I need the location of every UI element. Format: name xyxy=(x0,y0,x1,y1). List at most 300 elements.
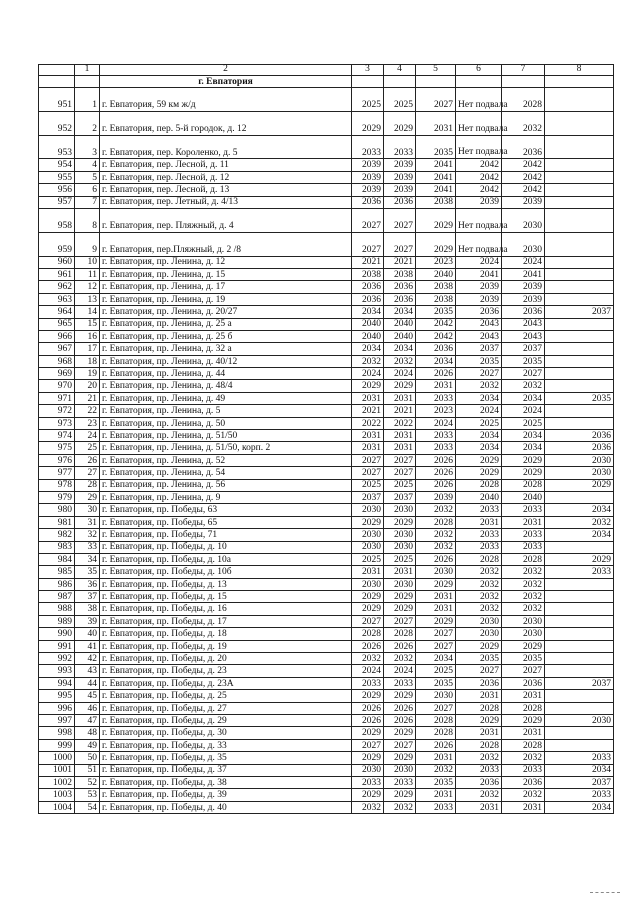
year-col-6-cell: 2032 xyxy=(456,380,502,392)
address-cell: г. Евпатория, пр. Победы, д. 33 xyxy=(100,739,352,751)
year-col-3-cell: 2030 xyxy=(352,578,384,590)
local-number-cell: 27 xyxy=(75,467,100,479)
year-col-5-cell: 2031 xyxy=(416,789,456,801)
local-number-cell: 48 xyxy=(75,727,100,739)
year-col-6-cell: 2042 xyxy=(456,184,502,196)
year-col-4-cell: 2029 xyxy=(384,727,416,739)
local-number-cell: 19 xyxy=(75,368,100,380)
year-col-8-cell xyxy=(545,343,614,355)
year-col-6-cell: 2028 xyxy=(456,739,502,751)
empty-cell xyxy=(75,76,100,88)
local-number-cell: 8 xyxy=(75,208,100,232)
year-col-6-cell: 2029 xyxy=(456,715,502,727)
year-col-6-cell: 2039 xyxy=(456,293,502,305)
address-cell: г. Евпатория, пр. Ленина, д. 44 xyxy=(100,368,352,380)
year-col-3-cell: 2027 xyxy=(352,739,384,751)
year-col-6-cell: 2035 xyxy=(456,653,502,665)
global-number-cell: 994 xyxy=(39,677,75,689)
year-col-3-cell: 2027 xyxy=(352,615,384,627)
year-col-4-cell: 2029 xyxy=(384,789,416,801)
table-row xyxy=(39,529,614,541)
address-cell: г. Евпатория, пер.Пляжный, д. 2 /8 xyxy=(100,232,352,256)
year-col-6-cell: 2032 xyxy=(456,752,502,764)
year-col-7-cell: 2035 xyxy=(502,355,545,367)
table-row xyxy=(39,578,614,590)
year-col-8-cell: 2033 xyxy=(545,566,614,578)
local-number-cell: 50 xyxy=(75,752,100,764)
year-col-8-cell xyxy=(545,171,614,183)
year-col-7-cell: 2037 xyxy=(502,343,545,355)
year-col-6-cell: 2034 xyxy=(456,430,502,442)
year-col-5-cell: 2033 xyxy=(416,430,456,442)
table-row xyxy=(39,430,614,442)
table-row xyxy=(39,690,614,702)
table-row xyxy=(39,727,614,739)
year-col-5-cell: 2031 xyxy=(416,111,456,135)
year-col-4-cell: 2030 xyxy=(384,541,416,553)
year-col-4-cell: 2036 xyxy=(384,196,416,208)
year-col-7-cell: 2034 xyxy=(502,430,545,442)
global-number-cell: 959 xyxy=(39,232,75,256)
year-col-7-cell: 2040 xyxy=(502,491,545,503)
year-col-4-cell: 2037 xyxy=(384,491,416,503)
global-number-cell: 991 xyxy=(39,640,75,652)
address-cell: г. Евпатория, пр. Ленина, д. 50 xyxy=(100,417,352,429)
year-col-5-cell: 2031 xyxy=(416,603,456,615)
address-cell: г. Евпатория, пр. Ленина, д. 56 xyxy=(100,479,352,491)
year-col-5-cell: 2025 xyxy=(416,665,456,677)
table-row xyxy=(39,739,614,751)
year-col-8-cell xyxy=(545,491,614,503)
table-row xyxy=(39,603,614,615)
address-cell: г. Евпатория, пр. Ленина, д. 54 xyxy=(100,467,352,479)
page-edge-mark xyxy=(590,892,620,893)
address-cell: г. Евпатория, пр. Победы, д. 38 xyxy=(100,776,352,788)
address-cell: г. Евпатория, пр. Победы, д. 17 xyxy=(100,615,352,627)
global-number-cell: 979 xyxy=(39,491,75,503)
year-col-8-cell xyxy=(545,417,614,429)
year-col-6-cell: 2036 xyxy=(456,306,502,318)
global-number-cell: 961 xyxy=(39,268,75,280)
address-cell: г. Евпатория, пр. Ленина, д. 15 xyxy=(100,268,352,280)
year-col-3-cell: 2026 xyxy=(352,715,384,727)
year-col-4-cell: 2030 xyxy=(384,504,416,516)
local-number-cell: 12 xyxy=(75,281,100,293)
year-col-8-cell: 2036 xyxy=(545,430,614,442)
year-col-3-cell: 2039 xyxy=(352,184,384,196)
address-cell: г. Евпатория, пр. Ленина, д. 32 а xyxy=(100,343,352,355)
year-col-7-cell: 2030 xyxy=(502,615,545,627)
year-col-8-cell xyxy=(545,541,614,553)
year-col-4-cell: 2040 xyxy=(384,330,416,342)
year-col-7-cell: 2032 xyxy=(502,578,545,590)
year-col-7-cell: 2029 xyxy=(502,715,545,727)
table-row xyxy=(39,665,614,677)
header-cell: 7 xyxy=(502,65,545,76)
address-cell: г. Евпатория, пр. Ленина, д. 49 xyxy=(100,392,352,404)
table-row xyxy=(39,330,614,342)
year-col-8-cell xyxy=(545,355,614,367)
address-cell: г. Евпатория, пр. Победы, д. 30 xyxy=(100,727,352,739)
global-number-cell: 1000 xyxy=(39,752,75,764)
table-row xyxy=(39,380,614,392)
year-col-7-cell: 2036 xyxy=(502,135,545,159)
table-row xyxy=(39,615,614,627)
year-col-7-cell: 2041 xyxy=(502,268,545,280)
address-cell: г. Евпатория, пр. Победы, д. 20 xyxy=(100,653,352,665)
global-number-cell: 984 xyxy=(39,553,75,565)
local-number-cell: 43 xyxy=(75,665,100,677)
year-col-5-cell: 2038 xyxy=(416,293,456,305)
header-cell: 1 xyxy=(75,65,100,76)
global-number-cell: 993 xyxy=(39,665,75,677)
table-row xyxy=(39,789,614,801)
year-col-8-cell: 2034 xyxy=(545,504,614,516)
year-col-6-cell: 2033 xyxy=(456,541,502,553)
year-col-8-cell: 2035 xyxy=(545,392,614,404)
year-col-8-cell xyxy=(545,318,614,330)
year-col-4-cell: 2027 xyxy=(384,208,416,232)
global-number-cell: 983 xyxy=(39,541,75,553)
year-col-6-cell: 2042 xyxy=(456,159,502,171)
year-col-8-cell: 2037 xyxy=(545,677,614,689)
year-col-3-cell: 2027 xyxy=(352,454,384,466)
local-number-cell: 34 xyxy=(75,553,100,565)
city-heading: г. Евпатория xyxy=(100,76,352,88)
year-col-5-cell: 2032 xyxy=(416,529,456,541)
year-col-8-cell: 2029 xyxy=(545,553,614,565)
year-col-8-cell: 2032 xyxy=(545,516,614,528)
year-col-7-cell: 2024 xyxy=(502,256,545,268)
header-cell: 2 xyxy=(100,65,352,76)
year-col-4-cell: 2026 xyxy=(384,640,416,652)
year-col-7-cell: 2036 xyxy=(502,677,545,689)
year-col-8-cell: 2037 xyxy=(545,776,614,788)
year-col-6-cell: 2031 xyxy=(456,690,502,702)
year-col-3-cell: 2029 xyxy=(352,690,384,702)
address-cell: г. Евпатория, пер. Летный, д. 4/13 xyxy=(100,196,352,208)
year-col-6-cell: 2029 xyxy=(456,454,502,466)
address-cell: г. Евпатория, пр. Ленина, д. 19 xyxy=(100,293,352,305)
year-col-3-cell: 2030 xyxy=(352,529,384,541)
local-number-cell: 18 xyxy=(75,355,100,367)
year-col-4-cell: 2033 xyxy=(384,135,416,159)
year-col-5-cell: 2041 xyxy=(416,171,456,183)
header-row xyxy=(39,65,614,76)
local-number-cell: 37 xyxy=(75,591,100,603)
year-col-3-cell: 2025 xyxy=(352,479,384,491)
year-col-6-cell: 2028 xyxy=(456,553,502,565)
year-col-3-cell: 2029 xyxy=(352,727,384,739)
year-col-5-cell: 2038 xyxy=(416,196,456,208)
year-col-4-cell: 2031 xyxy=(384,442,416,454)
year-col-4-cell: 2026 xyxy=(384,702,416,714)
global-number-cell: 967 xyxy=(39,343,75,355)
global-number-cell: 965 xyxy=(39,318,75,330)
year-col-8-cell xyxy=(545,368,614,380)
year-col-7-cell: 2033 xyxy=(502,504,545,516)
local-number-cell: 26 xyxy=(75,454,100,466)
year-col-6-cell: 2043 xyxy=(456,330,502,342)
table-row xyxy=(39,232,614,256)
year-col-8-cell xyxy=(545,196,614,208)
local-number-cell: 5 xyxy=(75,171,100,183)
address-cell: г. Евпатория, пр. Победы, д. 10а xyxy=(100,553,352,565)
address-cell: г. Евпатория, пр. Ленина, д. 20/27 xyxy=(100,306,352,318)
table-row xyxy=(39,479,614,491)
year-col-8-cell xyxy=(545,88,614,112)
global-number-cell: 1004 xyxy=(39,801,75,813)
local-number-cell: 30 xyxy=(75,504,100,516)
year-col-6-cell: Нет подвала xyxy=(456,111,502,135)
year-col-5-cell: 2028 xyxy=(416,727,456,739)
table-row xyxy=(39,268,614,280)
table-row xyxy=(39,111,614,135)
address-cell: г. Евпатория, пр. Ленина, д. 12 xyxy=(100,256,352,268)
local-number-cell: 15 xyxy=(75,318,100,330)
empty-cell xyxy=(456,76,502,88)
year-col-6-cell: 2024 xyxy=(456,256,502,268)
year-col-8-cell xyxy=(545,293,614,305)
address-cell: г. Евпатория, пр. Ленина, д. 25 а xyxy=(100,318,352,330)
table-row xyxy=(39,293,614,305)
global-number-cell: 976 xyxy=(39,454,75,466)
year-col-3-cell: 2029 xyxy=(352,111,384,135)
year-col-4-cell: 2033 xyxy=(384,776,416,788)
year-col-4-cell: 2027 xyxy=(384,454,416,466)
global-number-cell: 964 xyxy=(39,306,75,318)
year-col-7-cell: 2034 xyxy=(502,392,545,404)
year-col-5-cell: 2030 xyxy=(416,566,456,578)
year-col-8-cell xyxy=(545,208,614,232)
year-col-8-cell xyxy=(545,380,614,392)
address-cell: г. Евпатория, пр. Ленина, д. 51/50 xyxy=(100,430,352,442)
year-col-3-cell: 2022 xyxy=(352,417,384,429)
address-cell: г. Евпатория, пр. Ленина, д. 25 б xyxy=(100,330,352,342)
year-col-6-cell: 2037 xyxy=(456,343,502,355)
year-col-3-cell: 2029 xyxy=(352,591,384,603)
year-col-7-cell: 2032 xyxy=(502,111,545,135)
year-col-8-cell: 2033 xyxy=(545,752,614,764)
header-cell: 4 xyxy=(384,65,416,76)
year-col-8-cell xyxy=(545,330,614,342)
year-col-8-cell xyxy=(545,727,614,739)
address-cell: г. Евпатория, пр. Ленина, д. 48/4 xyxy=(100,380,352,392)
year-col-4-cell: 2039 xyxy=(384,184,416,196)
year-col-8-cell xyxy=(545,256,614,268)
global-number-cell: 982 xyxy=(39,529,75,541)
global-number-cell: 951 xyxy=(39,88,75,112)
year-col-7-cell: 2028 xyxy=(502,88,545,112)
year-col-8-cell: 2030 xyxy=(545,467,614,479)
year-col-5-cell: 2027 xyxy=(416,88,456,112)
year-col-4-cell: 2029 xyxy=(384,690,416,702)
address-cell: г. Евпатория, пер. 5-й городок, д. 12 xyxy=(100,111,352,135)
header-cell: 3 xyxy=(352,65,384,76)
global-number-cell: 954 xyxy=(39,159,75,171)
year-col-7-cell: 2033 xyxy=(502,541,545,553)
address-cell: г. Евпатория, пр. Победы, 63 xyxy=(100,504,352,516)
year-col-5-cell: 2029 xyxy=(416,578,456,590)
header-cell: 5 xyxy=(416,65,456,76)
year-col-5-cell: 2027 xyxy=(416,640,456,652)
year-col-4-cell: 2025 xyxy=(384,88,416,112)
table-row xyxy=(39,776,614,788)
year-col-8-cell xyxy=(545,665,614,677)
year-col-6-cell: 2032 xyxy=(456,603,502,615)
table-row xyxy=(39,752,614,764)
global-number-cell: 978 xyxy=(39,479,75,491)
table-row xyxy=(39,281,614,293)
table-row xyxy=(39,405,614,417)
year-col-8-cell xyxy=(545,111,614,135)
year-col-6-cell: 2032 xyxy=(456,789,502,801)
local-number-cell: 40 xyxy=(75,628,100,640)
year-col-4-cell: 2031 xyxy=(384,566,416,578)
year-col-3-cell: 2026 xyxy=(352,702,384,714)
table-row xyxy=(39,702,614,714)
year-col-4-cell: 2027 xyxy=(384,232,416,256)
year-col-5-cell: 2039 xyxy=(416,491,456,503)
local-number-cell: 35 xyxy=(75,566,100,578)
local-number-cell: 47 xyxy=(75,715,100,727)
global-number-cell: 975 xyxy=(39,442,75,454)
local-number-cell: 10 xyxy=(75,256,100,268)
year-col-7-cell: 2028 xyxy=(502,553,545,565)
year-col-3-cell: 2033 xyxy=(352,776,384,788)
year-col-4-cell: 2040 xyxy=(384,318,416,330)
year-col-3-cell: 2026 xyxy=(352,640,384,652)
global-number-cell: 974 xyxy=(39,430,75,442)
local-number-cell: 38 xyxy=(75,603,100,615)
year-col-5-cell: 2038 xyxy=(416,281,456,293)
year-col-4-cell: 2029 xyxy=(384,380,416,392)
year-col-4-cell: 2021 xyxy=(384,405,416,417)
global-number-cell: 971 xyxy=(39,392,75,404)
address-cell: г. Евпатория, пр. Ленина, д. 52 xyxy=(100,454,352,466)
table-row xyxy=(39,801,614,813)
year-col-8-cell xyxy=(545,615,614,627)
year-col-5-cell: 2031 xyxy=(416,752,456,764)
local-number-cell: 52 xyxy=(75,776,100,788)
year-col-6-cell: 2028 xyxy=(456,702,502,714)
year-col-6-cell: 2033 xyxy=(456,529,502,541)
year-col-6-cell: 2030 xyxy=(456,615,502,627)
year-col-8-cell xyxy=(545,690,614,702)
year-col-7-cell: 2042 xyxy=(502,171,545,183)
table-row xyxy=(39,135,614,159)
year-col-3-cell: 2029 xyxy=(352,380,384,392)
year-col-3-cell: 2025 xyxy=(352,88,384,112)
year-col-3-cell: 2027 xyxy=(352,208,384,232)
global-number-cell: 960 xyxy=(39,256,75,268)
year-col-3-cell: 2033 xyxy=(352,135,384,159)
year-col-5-cell: 2031 xyxy=(416,380,456,392)
year-col-4-cell: 2036 xyxy=(384,293,416,305)
table-row xyxy=(39,677,614,689)
local-number-cell: 45 xyxy=(75,690,100,702)
header-cell: 8 xyxy=(545,65,614,76)
local-number-cell: 17 xyxy=(75,343,100,355)
year-col-3-cell: 2034 xyxy=(352,306,384,318)
year-col-6-cell: 2036 xyxy=(456,776,502,788)
table-row xyxy=(39,516,614,528)
year-col-6-cell: 2027 xyxy=(456,368,502,380)
year-col-5-cell: 2032 xyxy=(416,541,456,553)
year-col-6-cell: 2043 xyxy=(456,318,502,330)
empty-cell xyxy=(545,76,614,88)
year-col-7-cell: 2031 xyxy=(502,690,545,702)
year-col-3-cell: 2040 xyxy=(352,318,384,330)
year-col-5-cell: 2029 xyxy=(416,615,456,627)
global-number-cell: 966 xyxy=(39,330,75,342)
year-col-3-cell: 2031 xyxy=(352,566,384,578)
address-cell: г. Евпатория, пр. Победы, 71 xyxy=(100,529,352,541)
year-col-4-cell: 2027 xyxy=(384,467,416,479)
year-col-3-cell: 2029 xyxy=(352,789,384,801)
year-col-7-cell: 2030 xyxy=(502,208,545,232)
address-cell: г. Евпатория, пр. Победы, д. 37 xyxy=(100,764,352,776)
year-col-4-cell: 2030 xyxy=(384,764,416,776)
year-col-4-cell: 2029 xyxy=(384,603,416,615)
year-col-5-cell: 2027 xyxy=(416,628,456,640)
year-col-5-cell: 2035 xyxy=(416,135,456,159)
global-number-cell: 1002 xyxy=(39,776,75,788)
year-col-6-cell: 2031 xyxy=(456,516,502,528)
year-col-3-cell: 2021 xyxy=(352,256,384,268)
year-col-4-cell: 2029 xyxy=(384,516,416,528)
year-col-6-cell: 2027 xyxy=(456,665,502,677)
year-col-8-cell xyxy=(545,603,614,615)
year-col-4-cell: 2039 xyxy=(384,159,416,171)
year-col-3-cell: 2031 xyxy=(352,392,384,404)
year-col-8-cell xyxy=(545,628,614,640)
empty-cell xyxy=(384,76,416,88)
year-col-5-cell: 2031 xyxy=(416,591,456,603)
year-col-4-cell: 2027 xyxy=(384,615,416,627)
address-cell: г. Евпатория, пр. Ленина, д. 17 xyxy=(100,281,352,293)
year-col-5-cell: 2034 xyxy=(416,355,456,367)
local-number-cell: 41 xyxy=(75,640,100,652)
year-col-5-cell: 2033 xyxy=(416,442,456,454)
year-col-3-cell: 2030 xyxy=(352,504,384,516)
address-cell: г. Евпатория, пр. Победы, д. 23А xyxy=(100,677,352,689)
year-col-6-cell: 2032 xyxy=(456,566,502,578)
table-row xyxy=(39,318,614,330)
local-number-cell: 20 xyxy=(75,380,100,392)
table-row xyxy=(39,566,614,578)
year-col-8-cell: 2034 xyxy=(545,801,614,813)
table-row xyxy=(39,392,614,404)
address-cell: г. Евпатория, пр. Победы, д. 39 xyxy=(100,789,352,801)
table-row xyxy=(39,208,614,232)
year-col-7-cell: 2025 xyxy=(502,417,545,429)
year-col-4-cell: 2024 xyxy=(384,665,416,677)
year-col-3-cell: 2034 xyxy=(352,343,384,355)
local-number-cell: 46 xyxy=(75,702,100,714)
header-cell xyxy=(39,65,75,76)
year-col-3-cell: 2039 xyxy=(352,159,384,171)
year-col-7-cell: 2030 xyxy=(502,628,545,640)
year-col-3-cell: 2032 xyxy=(352,355,384,367)
year-col-4-cell: 2033 xyxy=(384,677,416,689)
address-cell: г. Евпатория, пр. Ленина, д. 51/50, корп. 2 xyxy=(100,442,352,454)
global-number-cell: 958 xyxy=(39,208,75,232)
table-row xyxy=(39,628,614,640)
year-col-5-cell: 2033 xyxy=(416,801,456,813)
year-col-3-cell: 2024 xyxy=(352,665,384,677)
year-col-4-cell: 2039 xyxy=(384,171,416,183)
